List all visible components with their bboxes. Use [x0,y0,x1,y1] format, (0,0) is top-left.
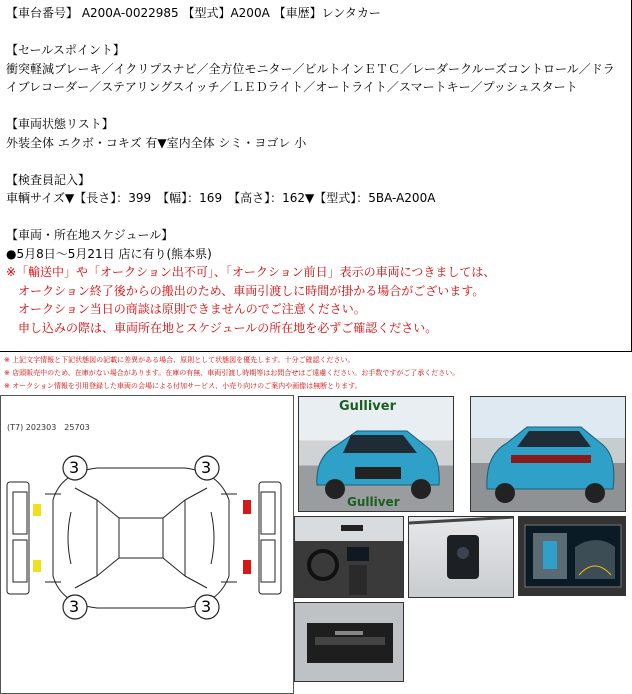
lamp-front-right [243,500,251,514]
lamp-rear-left [33,560,41,572]
sales-points-text: 衝突軽減ブレーキ／イクリプスナビ／全方位モニター／ビルトインＥＴＣ／レーダークルーズコントロール／ドライブレコーダー／ステアリングスイッチ／ＬＥＤライト／オートライト／スマートキー／プッシュスタート [6,61,615,94]
tire-mark-rear-right: 3 [201,597,212,616]
condition-title: 【車両状態リスト】 [6,117,114,131]
brand-watermark: Gulliver [347,495,400,509]
inspection-text: 車輌サイズ▼【長さ】：399 【幅】：169 【高さ】：162▼【型式】：5BA-A200A [6,191,436,205]
monitor-illustration [519,517,626,596]
sales-points-title: 【セールスポイント】 [6,43,125,57]
footnote: ※ オークション情報を引用登録した車両の会場による付加サービス、小売り向けのご案内や画像は無断とります。 [4,382,362,390]
dashboard-illustration [295,517,404,598]
photo-rear-exterior[interactable] [470,396,626,512]
photo-dash-camera[interactable] [408,516,514,598]
tire-mark-front-left: 3 [69,458,80,477]
lamp-rear-right [243,560,251,574]
tire-mark-rear-left: 3 [69,597,80,616]
car-rear-illustration [471,397,626,512]
footnote: ※ 上記文字情報と下記状態図の記載に差異がある場合、原則として状態図を優先します。十分ご確認ください。 [4,356,355,364]
footnotes [4,354,459,393]
car-outline-diagram [1,396,293,693]
schedule-title: 【車両・所在地スケジュール】 [6,228,174,242]
condition-diagram [0,395,294,694]
brand-watermark: Gulliver [339,399,396,414]
schedule-notice-2: オークション終了後からの搬出のため、車両引渡しに時間が掛かる場合がございます。 [6,283,485,298]
inspection-title: 【検査員記入】 [6,172,91,187]
schedule-notice-3: オークション当日の商談は原則できませんのでご注意ください。 [6,302,366,316]
camera-illustration [409,517,514,598]
schedule-notice-4: 申し込みの際は、車両所在地とスケジュールの所在地を必ずご確認ください。 [6,320,438,335]
footnote: ※ 店頭販売中のため、在庫がない場合があります。在庫の有無、車両引渡し時期等はお問合せはご遠慮ください。お手数ですがご了承ください。 [4,369,460,377]
condition-text: 外装全体 エクボ・コキズ 有▼室内全体 シミ・ヨゴレ 小 [6,135,307,150]
photo-interior-dashboard[interactable] [294,516,404,598]
header-line: 【車台番号】 A200A-0022985 【型式】A200A 【車歴】レンタカー [6,6,381,20]
photo-navigation-monitor[interactable] [518,516,626,596]
diagram-code: (T7) 202303 25703 [7,423,90,432]
photo-etc-unit[interactable] [294,602,404,682]
etc-illustration [295,603,404,682]
tire-mark-front-right: 3 [201,458,212,477]
lamp-front-left [33,504,41,516]
photo-front-exterior[interactable] [298,396,454,512]
schedule-notice-1: ※「輸送中」や「オークション出不可」、「オークション前日」表示の車両につきましては、 [6,265,496,279]
schedule-item: ●5月8日～5月21日 店に有り(熊本県) [6,246,212,261]
